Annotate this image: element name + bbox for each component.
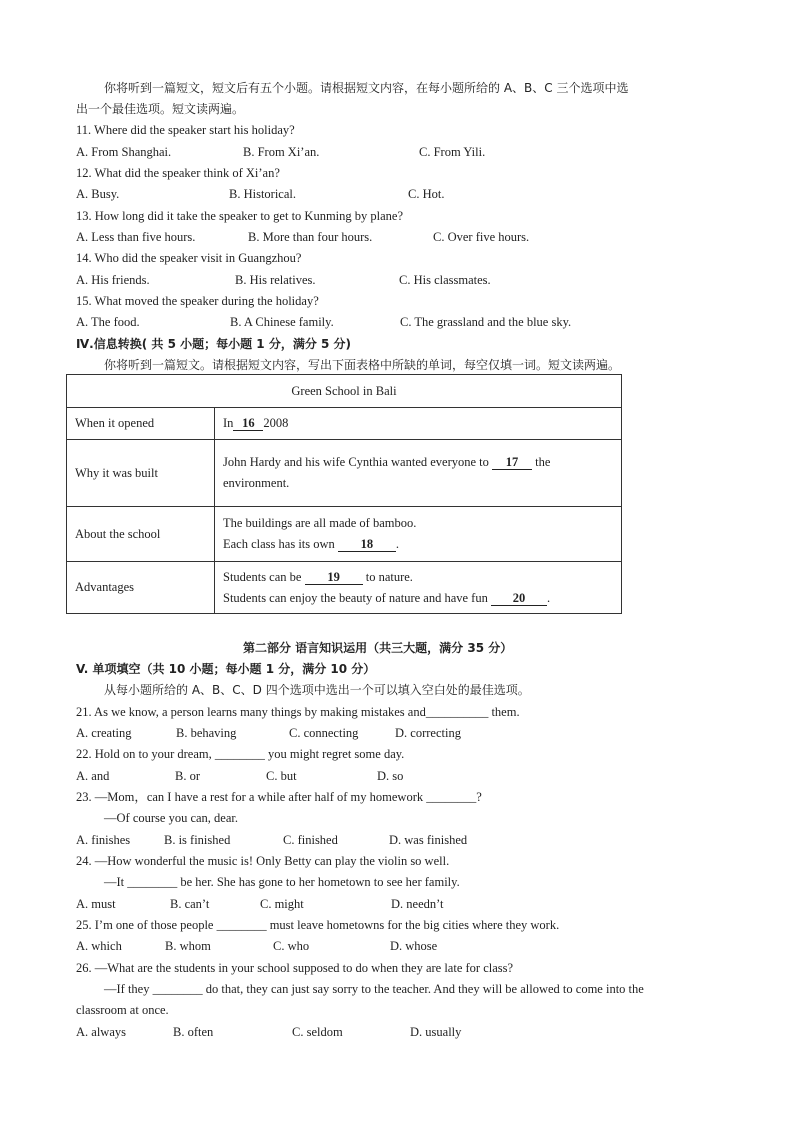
option-c: C. Over five hours. bbox=[433, 230, 530, 244]
option-d: D. so bbox=[377, 769, 404, 783]
question-stem: 14. Who did the speaker visit in Guangzhou? bbox=[76, 251, 302, 265]
question-stem: 26. —What are the students in your school supposed to do when they are late for class? bbox=[76, 961, 514, 975]
option-c: C. might bbox=[260, 897, 304, 911]
option-c: C. but bbox=[266, 769, 297, 783]
option-d: D. correcting bbox=[395, 726, 461, 740]
answer-blank-16[interactable]: 16 bbox=[233, 416, 263, 431]
section-heading: V. 单项填空（共 10 小题；每小题 1 分，满分 10 分） bbox=[76, 662, 376, 676]
option-b: B. or bbox=[175, 769, 200, 783]
row-label: Advantages bbox=[67, 562, 215, 614]
option-a: A. The food. bbox=[76, 315, 140, 329]
answer-blank-17[interactable]: 17 bbox=[492, 455, 532, 470]
option-b: B. From Xi’an. bbox=[243, 145, 320, 159]
question-reply: —Of course you can, dear. bbox=[104, 811, 238, 825]
option-a: A. Less than five hours. bbox=[76, 230, 196, 244]
question-reply: —If they ________ do that, they can just say sorry to the teacher. And they will be allowed to come into the bbox=[104, 982, 644, 996]
option-a: A. must bbox=[76, 897, 116, 911]
option-c: C. seldom bbox=[292, 1025, 343, 1039]
option-a: A. His friends. bbox=[76, 273, 150, 287]
option-c: C. His classmates. bbox=[399, 273, 491, 287]
answer-blank-19[interactable]: 19 bbox=[305, 570, 363, 585]
instruction-line-1: 你将听到一篇短文，短文后有五个小题。请根据短文内容，在每小题所给的 A、B、C 三个选项中选 bbox=[104, 81, 629, 95]
row-label: When it opened bbox=[67, 408, 215, 440]
row-content: Students can be 19 to nature. Students can enjoy the beauty of nature and have fun 20 . bbox=[215, 562, 622, 614]
question-reply: —It ________ be her. She has gone to her hometown to see her family. bbox=[104, 875, 460, 889]
option-b: B. is finished bbox=[164, 833, 231, 847]
option-a: A. and bbox=[76, 769, 110, 783]
row-content: In 16 2008 bbox=[215, 408, 622, 440]
question-stem: 21. As we know, a person learns many things by making mistakes and__________ them. bbox=[76, 705, 520, 719]
option-a: A. always bbox=[76, 1025, 126, 1039]
option-d: D. whose bbox=[390, 939, 438, 953]
option-a: A. Busy. bbox=[76, 187, 120, 201]
option-b: B. A Chinese family. bbox=[230, 315, 334, 329]
answer-blank-20[interactable]: 20 bbox=[491, 591, 547, 606]
question-stem: 23. —Mom，can I have a rest for a while after half of my homework ________? bbox=[76, 790, 482, 804]
option-b: B. Historical. bbox=[229, 187, 297, 201]
option-d: D. was finished bbox=[389, 833, 468, 847]
part-title: 第二部分 语言知识运用（共三大题，满分 35 分） bbox=[243, 641, 513, 655]
question-stem: 13. How long did it take the speaker to get to Kunming by plane? bbox=[76, 209, 404, 223]
option-a: A. creating bbox=[76, 726, 132, 740]
section-instruction: 从每小题所给的 A、B、C、D 四个选项中选出一个可以填入空白处的最佳选项。 bbox=[104, 683, 530, 697]
option-d: D. usually bbox=[410, 1025, 462, 1039]
option-c: C. who bbox=[273, 939, 310, 953]
row-label: Why it was built bbox=[67, 440, 215, 507]
option-b: B. His relatives. bbox=[235, 273, 316, 287]
section-heading: Ⅳ.信息转换( 共 5 小题；每小题 1 分，满分 5 分) bbox=[76, 337, 352, 351]
question-stem: 12. What did the speaker think of Xi’an? bbox=[76, 166, 280, 180]
option-a: A. which bbox=[76, 939, 122, 953]
option-c: C. connecting bbox=[289, 726, 359, 740]
section-instruction: 你将听到一篇短文。请根据短文内容，写出下面表格中所缺的单词，每空仅填一词。短文读两遍。 bbox=[104, 358, 621, 372]
question-stem: 25. I’m one of those people ________ must leave hometowns for the big cities where they work. bbox=[76, 918, 560, 932]
row-content: John Hardy and his wife Cynthia wanted everyone to 17 the environment. bbox=[215, 440, 622, 507]
table-title: Green School in Bali bbox=[67, 375, 622, 408]
row-label: About the school bbox=[67, 507, 215, 562]
info-table bbox=[66, 374, 622, 614]
answer-blank-18[interactable]: 18 bbox=[338, 537, 396, 552]
option-c: C. finished bbox=[283, 833, 338, 847]
question-stem: 22. Hold on to your dream, ________ you might regret some day. bbox=[76, 747, 405, 761]
option-b: B. behaving bbox=[176, 726, 237, 740]
question-stem: 15. What moved the speaker during the holiday? bbox=[76, 294, 319, 308]
question-reply-continued: classroom at once. bbox=[76, 1003, 169, 1017]
option-a: A. finishes bbox=[76, 833, 131, 847]
option-c: C. From Yili. bbox=[419, 145, 486, 159]
option-c: C. Hot. bbox=[408, 187, 445, 201]
instruction-line-2: 出一个最佳选项。短文读两遍。 bbox=[76, 102, 245, 116]
option-b: B. whom bbox=[165, 939, 211, 953]
question-stem: 11. Where did the speaker start his holiday? bbox=[76, 123, 295, 137]
option-b: B. can’t bbox=[170, 897, 210, 911]
option-d: D. needn’t bbox=[391, 897, 444, 911]
option-a: A. From Shanghai. bbox=[76, 145, 172, 159]
option-c: C. The grassland and the blue sky. bbox=[400, 315, 572, 329]
question-stem: 24. —How wonderful the music is! Only Betty can play the violin so well. bbox=[76, 854, 450, 868]
option-b: B. often bbox=[173, 1025, 214, 1039]
row-content: The buildings are all made of bamboo. Each class has its own 18 . bbox=[215, 507, 622, 562]
option-b: B. More than four hours. bbox=[248, 230, 373, 244]
